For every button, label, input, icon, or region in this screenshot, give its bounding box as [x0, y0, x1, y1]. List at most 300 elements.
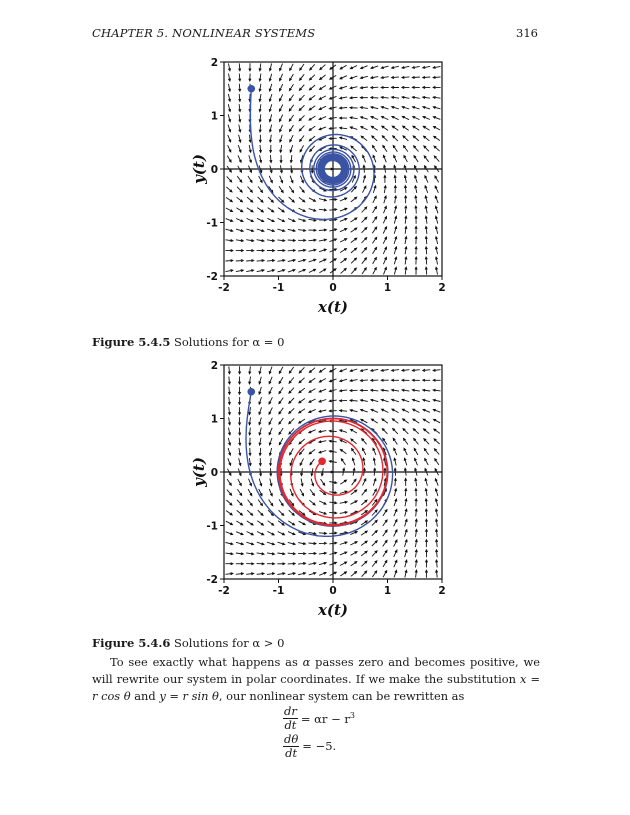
field-arrow — [288, 229, 295, 231]
field-arrow — [423, 126, 429, 130]
field-arrow — [259, 104, 261, 111]
field-arrow — [290, 448, 294, 455]
field-arrow — [267, 542, 274, 545]
field-arrow — [394, 458, 396, 465]
x-tick-label: -2 — [218, 282, 230, 294]
field-arrow — [434, 136, 440, 140]
field-arrow — [259, 125, 261, 133]
field-arrow — [298, 553, 306, 555]
field-arrow — [415, 540, 417, 547]
field-arrow — [405, 570, 407, 577]
field-arrow — [225, 249, 233, 251]
field-arrow — [361, 541, 367, 545]
field-arrow — [414, 156, 418, 162]
field-arrow — [424, 429, 430, 434]
field-arrow — [279, 438, 283, 445]
field-arrow — [249, 428, 251, 436]
field-arrow — [289, 408, 294, 413]
field-arrow — [382, 409, 389, 412]
field-arrow — [383, 217, 386, 224]
field-arrow — [435, 489, 438, 496]
field-arrow — [373, 258, 377, 264]
field-arrow — [382, 116, 389, 119]
field-arrow — [259, 377, 261, 384]
field-arrow — [435, 206, 438, 213]
field-arrow — [371, 379, 379, 381]
field-arrow — [279, 186, 283, 192]
field-arrow — [228, 63, 230, 70]
field-arrow — [423, 399, 430, 402]
field-arrow — [227, 176, 232, 182]
field-arrow — [394, 186, 396, 194]
field-arrow — [423, 76, 431, 78]
field-arrow — [289, 115, 293, 121]
field-arrow — [289, 367, 293, 373]
field-arrow — [351, 146, 357, 151]
field-arrow — [435, 186, 438, 193]
field-arrow — [236, 260, 244, 262]
figure-2-caption-text: Solutions for α > 0 — [173, 636, 285, 650]
field-arrow — [237, 176, 242, 182]
field-arrow — [424, 439, 429, 445]
field-arrow — [392, 116, 399, 119]
field-arrow — [341, 459, 345, 465]
field-arrow — [260, 155, 262, 162]
field-arrow — [319, 501, 326, 504]
field-arrow — [340, 572, 346, 576]
field-arrow — [381, 389, 388, 391]
field-arrow — [394, 479, 396, 486]
field-arrow — [340, 369, 347, 372]
field-arrow — [289, 197, 295, 202]
field-arrow — [423, 409, 430, 412]
field-arrow — [403, 126, 409, 130]
field-arrow — [248, 187, 253, 193]
field-arrow — [237, 187, 242, 192]
field-arrow — [320, 75, 326, 80]
field-arrow — [279, 367, 283, 374]
field-arrow — [259, 367, 261, 374]
field-arrow — [404, 458, 407, 465]
field-arrow — [239, 94, 241, 102]
field-arrow — [298, 219, 305, 222]
field-arrow — [392, 379, 400, 381]
field-arrow — [278, 532, 285, 535]
field-arrow — [340, 542, 347, 545]
field-arrow — [289, 377, 294, 383]
field-arrow — [239, 63, 241, 70]
field-arrow — [434, 127, 441, 131]
field-arrow — [361, 117, 368, 120]
field-arrow — [310, 64, 315, 70]
field-arrow — [227, 490, 232, 496]
field-arrow — [288, 542, 295, 544]
field-arrow — [288, 239, 296, 241]
field-arrow — [258, 510, 263, 515]
field-arrow — [404, 156, 408, 163]
field-arrow — [373, 268, 377, 275]
field-arrow — [298, 259, 305, 261]
field-arrow — [405, 226, 407, 233]
field-arrow — [239, 114, 241, 122]
field-arrow — [405, 509, 407, 516]
field-arrow — [384, 267, 387, 274]
field-arrow — [340, 239, 347, 243]
field-arrow — [237, 510, 243, 515]
field-arrow — [300, 64, 304, 70]
field-arrow — [298, 229, 306, 231]
field-arrow — [392, 399, 399, 402]
field-arrow — [415, 458, 418, 465]
field-arrow — [270, 155, 272, 162]
field-arrow — [425, 540, 427, 548]
field-arrow — [280, 115, 283, 122]
field-arrow — [319, 127, 326, 130]
field-arrow — [371, 419, 377, 423]
x-axis-label: x(t) — [317, 298, 349, 316]
field-arrow — [405, 550, 408, 557]
y-tick-label: 2 — [210, 360, 218, 372]
field-arrow — [402, 409, 409, 412]
field-arrow — [259, 84, 261, 91]
field-arrow — [258, 186, 263, 192]
field-arrow — [236, 208, 242, 212]
field-arrow — [371, 389, 379, 391]
field-arrow — [310, 75, 315, 80]
field-arrow — [319, 106, 326, 109]
field-arrow — [278, 208, 284, 212]
field-arrow — [319, 512, 326, 515]
field-arrow — [384, 186, 386, 193]
field-arrow — [226, 573, 233, 575]
field-arrow — [433, 106, 440, 108]
field-arrow — [288, 553, 296, 555]
field-arrow — [382, 419, 388, 423]
field-arrow — [279, 418, 283, 424]
field-arrow — [269, 104, 272, 111]
field-arrow — [319, 441, 326, 443]
field-arrow — [383, 257, 386, 264]
field-arrow — [381, 399, 388, 402]
field-arrow — [382, 429, 387, 434]
field-arrow — [394, 540, 397, 547]
field-arrow — [228, 125, 231, 132]
field-arrow — [394, 247, 397, 254]
field-arrow — [393, 429, 398, 434]
field-arrow — [288, 269, 295, 272]
field-arrow — [319, 430, 326, 432]
para-sub2: y = r sin θ — [159, 689, 219, 703]
field-arrow — [381, 379, 389, 381]
field-arrow — [402, 379, 410, 381]
field-arrow — [258, 197, 263, 202]
figure-1-caption — [92, 335, 284, 349]
field-arrow — [435, 479, 438, 486]
field-arrow — [350, 117, 357, 119]
eq2-rhs: = −5. — [302, 739, 337, 753]
field-arrow — [257, 563, 265, 565]
field-arrow — [425, 529, 427, 537]
field-arrow — [424, 146, 429, 151]
field-arrow — [258, 500, 262, 506]
field-arrow — [412, 379, 420, 381]
field-arrow — [277, 573, 284, 575]
x-tick-label: 0 — [329, 585, 337, 597]
field-arrow — [435, 237, 437, 244]
field-arrow — [289, 418, 294, 423]
figure-2 — [190, 359, 460, 619]
y-tick-label: 0 — [210, 467, 218, 479]
field-arrow — [405, 196, 407, 204]
field-arrow — [405, 257, 407, 264]
field-arrow — [402, 86, 410, 88]
field-arrow — [404, 438, 408, 444]
field-arrow — [392, 106, 399, 109]
field-arrow — [310, 489, 315, 495]
field-arrow — [248, 176, 252, 182]
field-arrow — [288, 219, 295, 222]
field-arrow — [268, 208, 274, 212]
field-arrow — [436, 519, 438, 527]
field-arrow — [360, 97, 368, 99]
field-arrow — [340, 65, 346, 69]
field-arrow — [425, 489, 427, 496]
field-arrow — [340, 229, 347, 232]
field-arrow — [269, 125, 271, 132]
field-arrow — [340, 218, 347, 221]
field-arrow — [415, 216, 417, 224]
figure-1-label: Figure 5.4.5 — [92, 335, 171, 349]
field-arrow — [319, 410, 326, 412]
eq2-den: dt — [285, 745, 298, 760]
field-arrow — [350, 379, 357, 381]
field-arrow — [433, 117, 440, 120]
field-arrow — [415, 499, 417, 507]
field-arrow — [393, 438, 397, 444]
field-arrow — [238, 407, 240, 415]
field-arrow — [269, 64, 271, 71]
field-arrow — [415, 519, 417, 527]
x-tick-label: 0 — [329, 282, 337, 294]
field-arrow — [228, 145, 231, 152]
field-arrow — [236, 219, 243, 222]
field-arrow — [259, 94, 261, 101]
field-arrow — [340, 400, 348, 402]
field-arrow — [383, 571, 387, 578]
field-arrow — [361, 399, 368, 401]
field-arrow — [392, 409, 399, 413]
field-arrow — [309, 542, 317, 544]
field-arrow — [269, 418, 272, 425]
field-arrow — [394, 520, 397, 527]
field-arrow — [415, 479, 417, 486]
field-arrow — [290, 64, 294, 71]
y-tick-label: -2 — [206, 574, 218, 586]
field-arrow — [239, 135, 241, 142]
field-arrow — [267, 573, 274, 575]
field-arrow — [371, 76, 378, 78]
field-arrow — [309, 430, 316, 433]
field-arrow — [247, 532, 254, 535]
field-arrow — [309, 106, 315, 110]
field-arrow — [362, 490, 367, 496]
field-arrow — [350, 87, 357, 89]
field-arrow — [257, 240, 264, 242]
field-arrow — [373, 196, 376, 203]
field-arrow — [319, 379, 326, 383]
field-arrow — [239, 417, 241, 425]
field-arrow — [403, 146, 408, 152]
field-arrow — [372, 531, 377, 536]
field-arrow — [309, 399, 316, 402]
field-arrow — [246, 260, 254, 262]
phase-portrait-alpha-zero — [190, 56, 460, 318]
field-arrow — [236, 249, 244, 251]
field-arrow — [249, 448, 251, 456]
field-arrow — [279, 387, 283, 393]
field-arrow — [238, 387, 240, 395]
field-arrow — [372, 136, 378, 141]
field-arrow — [394, 570, 397, 577]
eq1-rhs: = $\alpha r - r^3$ — [300, 710, 355, 726]
field-arrow — [280, 155, 282, 163]
field-arrow — [340, 137, 347, 139]
field-arrow — [278, 218, 285, 221]
field-arrow — [257, 218, 264, 221]
field-arrow — [415, 176, 418, 183]
field-arrow — [259, 448, 261, 456]
field-arrow — [434, 419, 441, 423]
field-arrow — [289, 105, 293, 111]
field-arrow — [394, 206, 396, 213]
initial-point-0 — [247, 85, 255, 93]
field-arrow — [351, 238, 357, 243]
para-s4: , our nonlinear system can be rewritten as — [218, 689, 465, 703]
field-arrow — [300, 136, 305, 142]
field-arrow — [415, 186, 417, 193]
field-arrow — [319, 229, 327, 231]
field-arrow — [363, 176, 365, 183]
field-arrow — [259, 458, 261, 466]
field-arrow — [299, 208, 306, 211]
field-arrow — [362, 448, 366, 455]
field-arrow — [402, 66, 409, 68]
field-arrow — [341, 268, 347, 273]
field-arrow — [361, 551, 367, 556]
field-arrow — [299, 95, 304, 100]
field-arrow — [269, 408, 272, 415]
field-arrow — [351, 562, 357, 566]
field-arrow — [257, 521, 263, 525]
field-arrow — [381, 86, 389, 88]
field-arrow — [320, 368, 326, 372]
field-arrow — [423, 419, 429, 423]
field-arrow — [246, 270, 253, 272]
field-arrow — [394, 530, 397, 537]
field-arrow — [351, 552, 358, 556]
field-arrow — [350, 501, 357, 505]
field-arrow — [279, 408, 283, 414]
field-arrow — [299, 115, 304, 120]
field-arrow — [277, 259, 284, 261]
field-arrow — [246, 563, 254, 565]
field-arrow — [257, 553, 264, 555]
field-arrow — [298, 562, 306, 564]
field-arrow — [405, 206, 407, 214]
field-arrow — [249, 74, 251, 82]
field-arrow — [236, 270, 243, 272]
field-arrow — [372, 541, 377, 546]
field-arrow — [436, 570, 438, 577]
field-arrow — [300, 458, 303, 465]
field-arrow — [299, 388, 305, 393]
field-arrow — [290, 145, 293, 152]
field-arrow — [362, 248, 367, 254]
field-arrow — [269, 84, 272, 91]
field-arrow — [319, 552, 326, 554]
field-arrow — [290, 489, 293, 496]
field-arrow — [228, 135, 231, 142]
field-arrow — [434, 146, 440, 151]
field-arrow — [435, 247, 437, 254]
field-arrow — [372, 561, 377, 567]
x-tick-label: 2 — [438, 282, 446, 294]
field-arrow — [280, 74, 283, 81]
field-arrow — [226, 219, 233, 222]
field-arrow — [259, 438, 261, 445]
field-arrow — [350, 369, 357, 372]
field-arrow — [424, 156, 429, 162]
page-header — [92, 26, 538, 44]
field-arrow — [309, 116, 315, 120]
field-arrow — [425, 479, 427, 486]
field-arrow — [289, 95, 293, 101]
field-arrow — [435, 176, 439, 182]
field-arrow — [226, 543, 233, 545]
field-arrow — [340, 97, 347, 99]
field-arrow — [270, 145, 272, 153]
x-tick-label: -1 — [272, 585, 285, 597]
field-arrow — [436, 560, 438, 567]
field-arrow — [239, 84, 241, 92]
y-tick-label: 1 — [210, 413, 218, 426]
field-arrow — [257, 208, 263, 212]
field-arrow — [383, 247, 386, 254]
field-arrow — [425, 257, 427, 265]
field-arrow — [423, 379, 431, 381]
field-arrow — [433, 409, 440, 412]
field-arrow — [413, 126, 419, 130]
field-arrow — [371, 96, 379, 98]
field-arrow — [382, 126, 388, 130]
field-arrow — [236, 563, 244, 565]
field-arrow — [360, 389, 368, 391]
field-arrow — [309, 368, 315, 373]
field-arrow — [371, 369, 378, 371]
field-arrow — [300, 145, 304, 152]
field-arrow — [239, 125, 241, 132]
field-arrow — [288, 521, 294, 525]
field-arrow — [433, 96, 440, 98]
field-arrow — [436, 529, 438, 537]
field-arrow — [278, 269, 285, 272]
field-arrow — [279, 398, 283, 404]
field-arrow — [278, 542, 285, 545]
field-arrow — [228, 366, 230, 373]
field-arrow — [340, 501, 347, 503]
field-arrow — [309, 378, 315, 382]
field-arrow — [309, 95, 315, 100]
